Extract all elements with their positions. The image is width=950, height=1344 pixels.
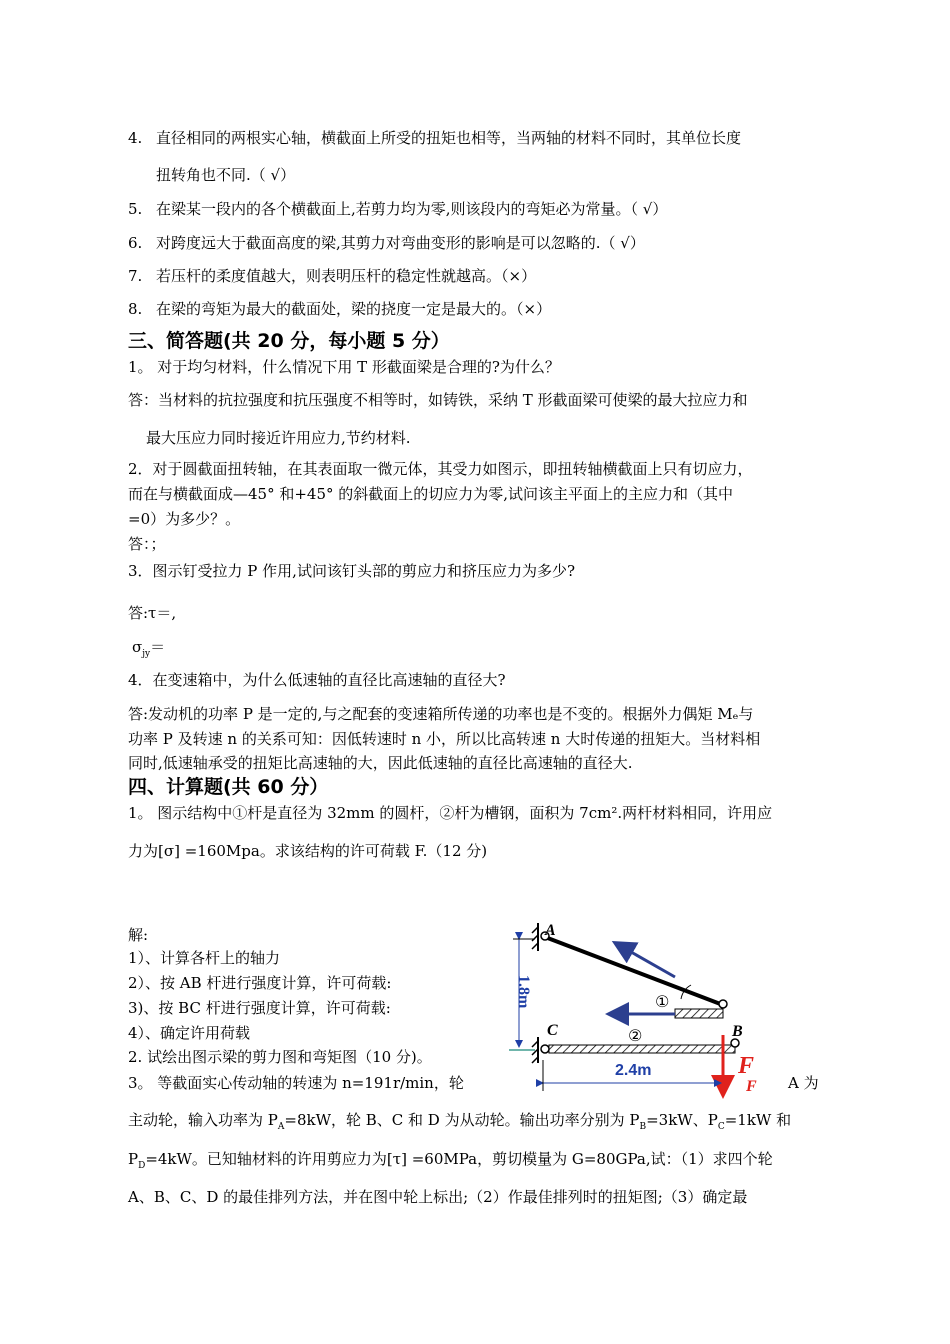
s3-answer-1-cont: 最大压应力同时接近许用应力,节约材料. [146,429,411,447]
section-4-title: 四、计算题(共 60 分） [128,776,329,798]
tf-item-5 [128,199,667,219]
dimension-1-8m: 1.8m [515,975,532,1009]
s3-answer-4-cont2: 同时,低速轴承受的扭矩比高速轴的大，因此低速轴的直径比高速轴的直径大. [128,754,633,772]
s3-question-2-cont2: =0）为多少？。 [128,510,241,528]
label-f-small: F [746,1078,757,1095]
s4-problem-1: 1。 图示结构中①杆是直径为 32mm 的圆杆，②杆为槽钢，面积为 7cm².两杆材料相同，许用应 [128,804,773,822]
s3-answer-4-cont: 功率 P 及转速 n 的关系可知：因低转速时 n 小，所以比高转速 n 大时传递的扭矩大。当材料相 [128,730,761,748]
tf-item-6 [128,233,645,253]
item-number: 4. [128,129,143,147]
item-number: 5. [128,200,143,218]
truss-figure [505,915,775,1100]
s4-problem-1-cont: 力为[σ] =160Mpa。求该结构的许可荷载 F.（12 分) [128,842,488,860]
label-a: A [545,922,556,939]
s3-question-2: 2．对于圆截面扭转轴，在其表面取一微元体，其受力如图示，即扭转轴横截面上只有切应力， [128,460,753,478]
text: P [128,1150,139,1168]
s4-problem-3-line3 [128,1149,773,1176]
text: =1kW 和 [724,1111,792,1129]
label-f-large: F [738,1053,755,1079]
s3-question-1: 1。 对于均匀材料，什么情况下用 T 形截面梁是合理的?为什么？ [128,358,560,376]
force-arrow-rod1 [617,944,675,977]
s3-question-2-cont: 而在与横截面成—45° 和+45° 的斜截面上的切应力为零,试问该主平面上的主应力和（其中 [128,485,734,503]
s3-answer-4: 答:发动机的功率 P 是一定的,与之配套的变速箱所传递的功率也是不变的。根据外力偶矩 Mₑ与 [128,705,754,723]
pin-b-lower [731,1039,739,1047]
s3-answer-3: 答:τ＝, [128,604,177,622]
support-a [532,923,538,951]
solution-step-3: 3)、按 BC 杆进行强度计算，许可荷载: [128,999,391,1017]
label-b: B [732,1023,743,1040]
s3-answer-2: 答：； [128,535,166,553]
tf-item-4 [128,128,741,148]
s3-answer-1: 答：当材料的抗拉强度和抗压强度不相等时，如铸铁，采纳 T 形截面梁可使梁的最大拉应力和 [128,391,748,409]
item-text: 直径相同的两根实心轴，横截面上所受的扭矩也相等，当两轴的材料不同时，其单位长度 [156,129,742,147]
solution-step-2: 2）、按 AB 杆进行强度计算，许可荷载: [128,974,392,992]
s4-problem-2: 2. 试绘出图示梁的剪力图和弯矩图（10 分)。 [128,1048,432,1066]
solution-heading: 解: [128,926,149,944]
rod-ab [545,937,723,1005]
s3-question-4: 4．在变速箱中，为什么低速轴的直径比高速轴的直径大? [128,671,506,689]
subscript-d: D [138,1161,146,1171]
item-number: 7. [128,267,143,285]
section-3-title: 三、简答题(共 20 分，每小题 5 分） [128,330,450,352]
item-number: 6. [128,234,143,252]
equals-sign: ＝ [150,638,166,656]
dimension-2-4m: 2.4m [615,1062,652,1079]
subscript-c: C [717,1122,725,1132]
s4-problem-3-line4: A、B、C、D 的最佳排列方法，并在图中轮上标出;（2）作最佳排列时的扭矩图;（3）确定最 [128,1188,748,1206]
tf-item-8 [128,299,551,319]
rod-bracket [675,1009,723,1018]
s4-problem-3-tail: A 为 [788,1074,819,1092]
item-number: 8. [128,300,143,318]
sigma-subscript: jy [142,649,151,659]
rod2-number: ② [628,1026,643,1045]
text: 主动轮，输入功率为 P [128,1111,278,1129]
item-text: 对跨度远大于截面高度的梁,其剪力对弯曲变形的影响是可以忽略的.（ √） [156,234,645,252]
label-c: C [547,1022,558,1039]
rod1-number: ① [655,992,670,1011]
subscript-a: A [277,1122,285,1132]
s4-problem-3-line2 [128,1110,791,1137]
item-text: 若压杆的柔度值越大，则表明压杆的稳定性就越高。（×） [156,267,537,285]
s3-question-3: 3．图示钉受拉力 P 作用,试问该钉头部的剪应力和挤压应力为多少? [128,562,575,580]
solution-step-4: 4）、确定许用荷载 [128,1024,251,1042]
item-text: 在梁某一段内的各个横截面上,若剪力均为零,则该段内的弯矩必为常量。（ √） [156,200,668,218]
text: =3kW、P [646,1111,718,1129]
pin-c [541,1045,549,1053]
text: =4kW。已知轴材料的许用剪应力为[τ] =60MPa，剪切模量为 G=80GPa,试：（1）求四个轮 [145,1150,773,1168]
subscript-b: B [639,1122,647,1132]
rod-cb [549,1045,735,1053]
text: =8kW，轮 B、C 和 D 为从动轮。输出功率分别为 P [284,1111,640,1129]
item-text: 在梁的弯矩为最大的截面处，梁的挠度一定是最大的。（×） [156,300,552,318]
tf-item-4-cont: 扭转角也不同.（ √） [156,166,296,184]
tf-item-7 [128,266,536,286]
s3-answer-3-sigma [132,637,165,664]
solution-step-1: 1）、计算各杆上的轴力 [128,949,281,967]
pin-b [719,1000,727,1008]
s4-problem-3: 3。 等截面实心传动轴的转速为 n=191r/min，轮 [128,1074,464,1092]
sigma-symbol: σ [132,638,143,656]
